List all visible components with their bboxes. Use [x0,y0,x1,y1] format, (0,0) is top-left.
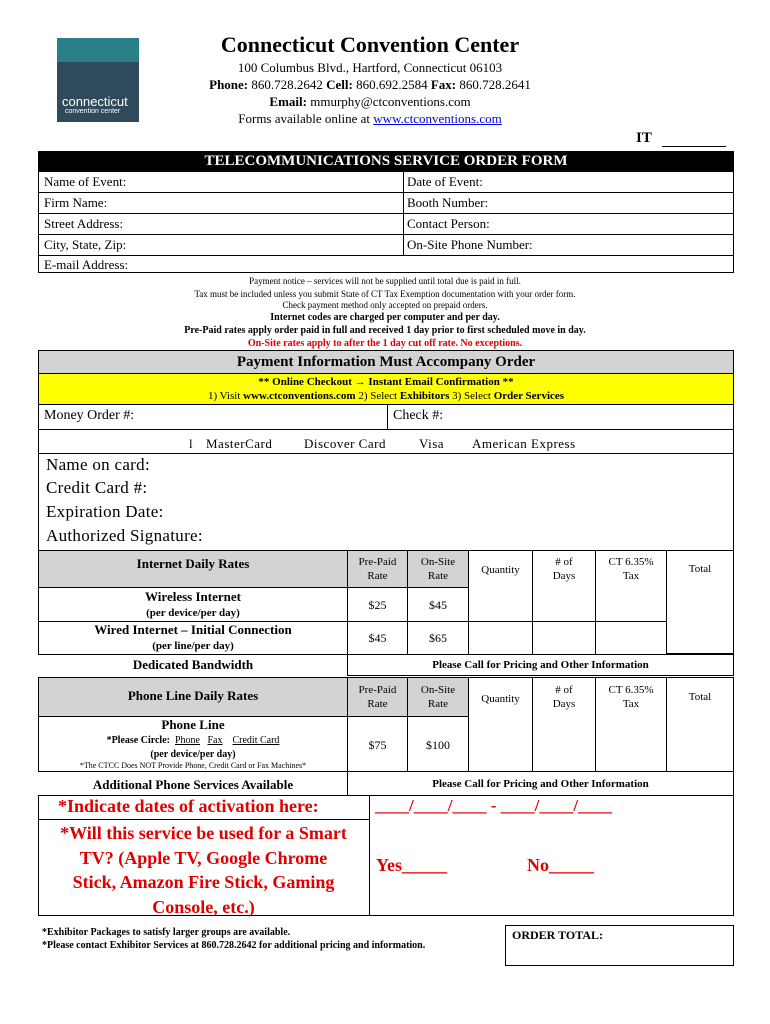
contact-person-field[interactable]: Contact Person: [407,216,490,231]
col-days-l2: Days [552,570,576,582]
checkout-steps [39,390,733,402]
check-field[interactable]: Check #: [393,408,444,423]
phone-col-tax-l2: Tax [622,698,640,710]
wired-label: Wired Internet – Initial Connection [94,622,292,637]
fax-label: Fax: [430,77,457,92]
phone-col-days [532,683,596,711]
phone-col-tax-l1: CT 6.35% [608,684,654,696]
card-amex[interactable]: American Express [472,436,576,451]
online-checkout-banner [38,374,734,404]
onsite-phone-field[interactable]: On-Site Phone Number: [407,237,533,252]
convention-center-logo [57,38,139,122]
info-row [39,235,733,256]
col-days [532,555,596,583]
qty-cell [468,550,533,622]
card-bullet: l [189,436,194,451]
email-value: mmurphy@ctconventions.com [310,94,471,109]
col-prepaid-l2: Rate [367,570,388,582]
date-of-event-field[interactable]: Date of Event: [407,174,483,189]
smart-tv-no[interactable]: No_____ [527,855,594,875]
payment-heading: Payment Information Must Accompany Order [38,350,734,374]
please-circle-row [38,734,348,748]
col-days-l1: # of [555,556,573,568]
col-prepaid-l1: Pre-Paid [358,556,397,568]
phone-col-prepaid [347,683,408,711]
option-fax[interactable]: Fax [207,735,223,746]
col-tax-l1: CT 6.35% [608,556,654,568]
logo-accent [57,38,139,62]
phone-col-total: Total [688,691,712,703]
col-total: Total [688,563,712,575]
wired-sub: (per line/per day) [152,640,234,652]
notice-tax: Tax must be included unless you submit State of CT Tax Exemption documentation with your order form. [194,289,576,299]
info-divider [403,172,404,256]
footer-packages: *Exhibitor Packages to satisfy larger groups are available. [42,927,291,938]
firm-name-field[interactable]: Firm Name: [44,195,108,210]
wireless-onsite: $45 [429,598,447,612]
website-link[interactable]: www.ctconventions.com [373,111,502,126]
smart-tv-line3: Stick, Amazon Fire Stick, Gaming [72,872,335,892]
wired-onsite: $65 [429,631,447,645]
col-quantity: Quantity [481,564,520,576]
phone-col-tax [595,683,667,711]
phone-note: *The CTCC Does NOT Provide Phone, Credit Card or Fax Machines* [79,761,307,770]
page-title: Connecticut Convention Center [220,32,520,57]
expiration-date-field[interactable]: Expiration Date: [46,502,164,521]
phone-col-prepaid-l2: Rate [367,698,388,710]
col-tax-l2: Tax [622,570,640,582]
option-phone[interactable]: Phone [174,735,200,746]
phone-onsite: $100 [426,738,450,752]
booth-number-field[interactable]: Booth Number: [407,195,489,210]
email-label: Email: [269,94,307,109]
phone-col-days-l2: Days [552,698,576,710]
notice-payment: Payment notice – services will not be supplied until total due is paid in full. [249,276,521,286]
smart-tv-line2: TV? (Apple TV, Google Chrome [79,847,328,868]
wired-prepaid: $45 [368,631,387,645]
phone-heading: Phone Line Daily Rates [127,688,259,703]
money-check-row [38,404,734,430]
info-row [39,172,733,193]
col-prepaid [347,555,408,583]
checkout-text: ** Online Checkout → Instant Email Confirmation ** [258,376,514,388]
phone-col-onsite-l1: On-Site [420,684,456,696]
phone-label: Phone: [209,77,249,92]
card-type-row [38,430,734,454]
dedicated-call: Please Call for Pricing and Other Information [432,659,649,671]
form-title: TELECOMMUNICATIONS SERVICE ORDER FORM [38,151,734,171]
steps-mid: 2) Select [358,390,398,402]
info-row [39,214,733,235]
header-forms [150,111,590,127]
activation-label: *Indicate dates of activation here: [58,796,319,816]
order-total-label: ORDER TOTAL: [512,928,604,942]
phone-col-onsite [407,683,469,711]
phone-line-label: Phone Line [161,717,225,732]
credit-card-number-field[interactable]: Credit Card #: [46,478,148,497]
city-state-zip-field[interactable]: City, State, Zip: [44,237,127,252]
footer-contact: *Please contact Exhibitor Services at 860.728.2642 for additional pricing and information. [42,940,426,951]
it-number-field[interactable] [662,146,726,147]
steps-order: Order Services [493,390,565,402]
notice-internet: Internet codes are charged per computer and per day. [270,312,500,323]
wireless-label: Wireless Internet [145,589,241,604]
please-circle-label: *Please Circle: [106,735,170,746]
name-of-event-field[interactable]: Name of Event: [44,174,127,189]
col-tax [595,555,667,583]
smart-tv-yes[interactable]: Yes_____ [376,855,447,875]
steps-site-link[interactable]: www.ctconventions.com [243,390,356,402]
steps-mid2: 3) Select [452,390,491,402]
header-email [150,94,590,110]
cell [532,621,596,655]
header-phones [150,77,590,93]
cell [595,621,667,655]
smart-tv-line4: Console, etc.) [152,896,255,917]
street-address-field[interactable]: Street Address: [44,216,124,231]
col-onsite-l2: Rate [427,570,449,582]
name-on-card-field[interactable]: Name on card: [46,455,150,474]
cell [468,621,533,655]
activation-dates-field[interactable]: ____/____/____ - ____/____/____ [375,796,613,815]
phone-col-quantity: Quantity [481,693,520,705]
phone-line-sub: (per device/per day) [150,749,236,760]
logo-line1: connecticut [62,94,128,109]
smart-tv-line1: *Will this service be used for a Smart [60,823,347,843]
col-onsite [407,555,469,583]
cell-label: Cell: [326,77,353,92]
signature-field[interactable]: Authorized Signature: [46,526,203,545]
phone-value: 860.728.2642 [251,77,323,92]
card-visa[interactable]: Visa [419,436,445,451]
it-label: IT [636,130,652,146]
event-info-grid [38,171,734,273]
phone-col-days-l1: # of [555,684,573,696]
cell-value: 860.692.2584 [356,77,428,92]
wireless-sub: (per device/per day) [146,607,240,619]
credit-card-fields [38,454,734,550]
dedicated-label: Dedicated Bandwidth [132,657,254,672]
steps-prefix: 1) Visit [207,390,241,402]
col-onsite-l1: On-Site [420,556,456,568]
wireless-prepaid: $25 [368,598,387,612]
additional-label: Additional Phone Services Available [92,777,294,792]
notice-check: Check payment method only accepted on prepaid orders. [282,300,488,310]
steps-exhibitors: Exhibitors [399,390,450,402]
activation-vline [369,795,370,916]
money-order-field[interactable]: Money Order #: [44,408,135,423]
notice-prepaid: Pre-Paid rates apply order paid in full and received 1 day prior to first scheduled move in day. [184,325,586,336]
forms-text: Forms available online at [238,111,371,126]
phone-col-prepaid-l1: Pre-Paid [358,684,397,696]
logo-line2: convention center [65,108,121,115]
phone-col-onsite-l2: Rate [427,698,449,710]
card-discover[interactable]: Discover Card [304,436,386,451]
notice-onsite: On-Site rates apply to after the 1 day cut off rate. No exceptions. [247,338,523,349]
header-address: 100 Columbus Blvd., Hartford, Connecticut 06103 [237,60,503,75]
fax-value: 860.728.2641 [459,77,531,92]
info-row [39,193,733,214]
money-divider [387,405,388,429]
card-mastercard[interactable]: MasterCard [206,436,273,451]
email-address-field[interactable]: E-mail Address: [44,257,129,272]
smart-tv-question [38,821,369,919]
phone-prepaid: $75 [368,738,387,752]
internet-heading: Internet Daily Rates [136,556,250,571]
option-credit-card[interactable]: Credit Card [232,735,280,746]
additional-call: Please Call for Pricing and Other Information [432,778,649,790]
